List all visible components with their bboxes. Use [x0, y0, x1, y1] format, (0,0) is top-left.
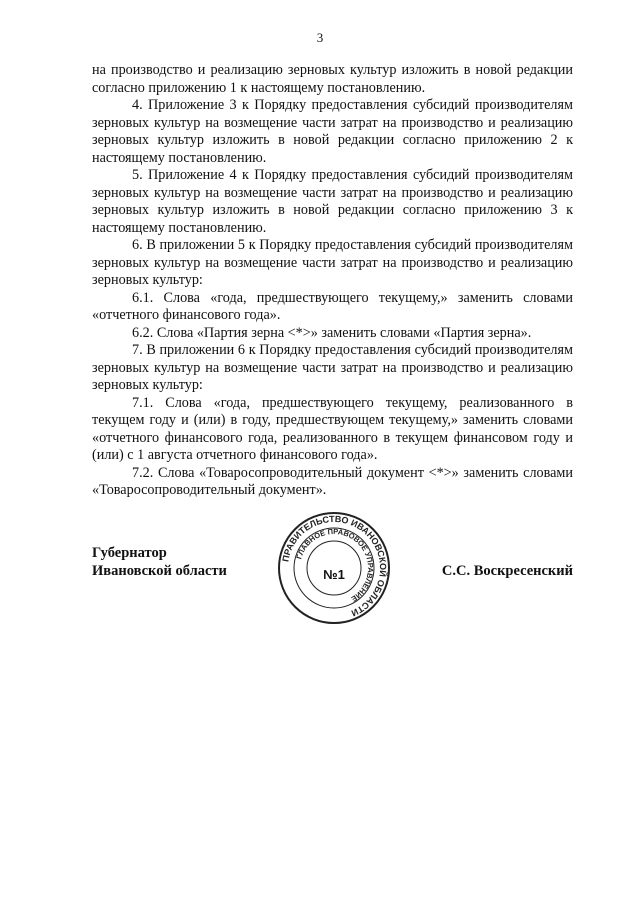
- seal-inner-text: ГЛАВНОЕ ПРАВОВОЕ УПРАВЛЕНИЕ: [294, 526, 376, 604]
- signatory-title-line1: Губернатор: [92, 545, 167, 561]
- signatory-title: [92, 545, 227, 580]
- paragraph-item-7: 7. В приложении 6 к Порядку предоставления субсидий производителям зерновых культур на возмещение части затрат на производство и реализацию зерновых культур:: [92, 342, 573, 393]
- seal-outer-text: ПРАВИТЕЛЬСТВО ИВАНОВСКОЙ ОБЛАСТИ: [280, 513, 389, 619]
- paragraph-item-6-2: 6.2. Слова «Партия зерна <*>» заменить словами «Партия зерна».: [132, 324, 532, 341]
- signatory-title-line2: Ивановской области: [92, 562, 227, 579]
- paragraph-item-6: 6. В приложении 5 к Порядку предоставления субсидий производителям зерновых культур на возмещение части затрат на производство и реализацию зерновых культур:: [92, 237, 573, 288]
- document-body: [92, 62, 573, 500]
- paragraph-item-5: 5. Приложение 4 к Порядку предоставления субсидий производителям зерновых культур на возмещение части затрат на производство и реализацию зерновых культур изложить в новой редакции согласно приложению 3 к настоящему постановлению.: [92, 167, 573, 236]
- page-number: 3: [316, 30, 324, 45]
- signatory-name: С.С. Воскресенский: [441, 563, 573, 579]
- paragraph-item-4: 4. Приложение 3 к Порядку предоставления субсидий производителям зерновых культур на возмещение части затрат на производство и реализацию зерновых культур изложить в новой редакции согласно приложению 2 к настоящему постановлению.: [92, 97, 573, 166]
- paragraph-item-7-1: 7.1. Слова «года, предшествующего текущему, реализованного в текущем году и (или) в году, предшествующем текущему,» заменить словами «отчетного финансового года, реализованного в текущем финансовом году и (или) с 1 августа отчетного финансового года».: [92, 394, 573, 463]
- paragraph-item-6-1: 6.1. Слова «года, предшествующего текущему,» заменить словами «отчетного финансового года».: [92, 289, 573, 323]
- seal-number: №1: [323, 567, 345, 582]
- paragraph-item-7-2: 7.2. Слова «Товаросопроводительный документ <*>» заменить словами «Товаросопроводительный документ».: [92, 464, 573, 498]
- paragraph-continuation: на производство и реализацию зерновых культур изложить в новой редакции согласно приложению 1 к настоящему постановлению.: [92, 62, 573, 96]
